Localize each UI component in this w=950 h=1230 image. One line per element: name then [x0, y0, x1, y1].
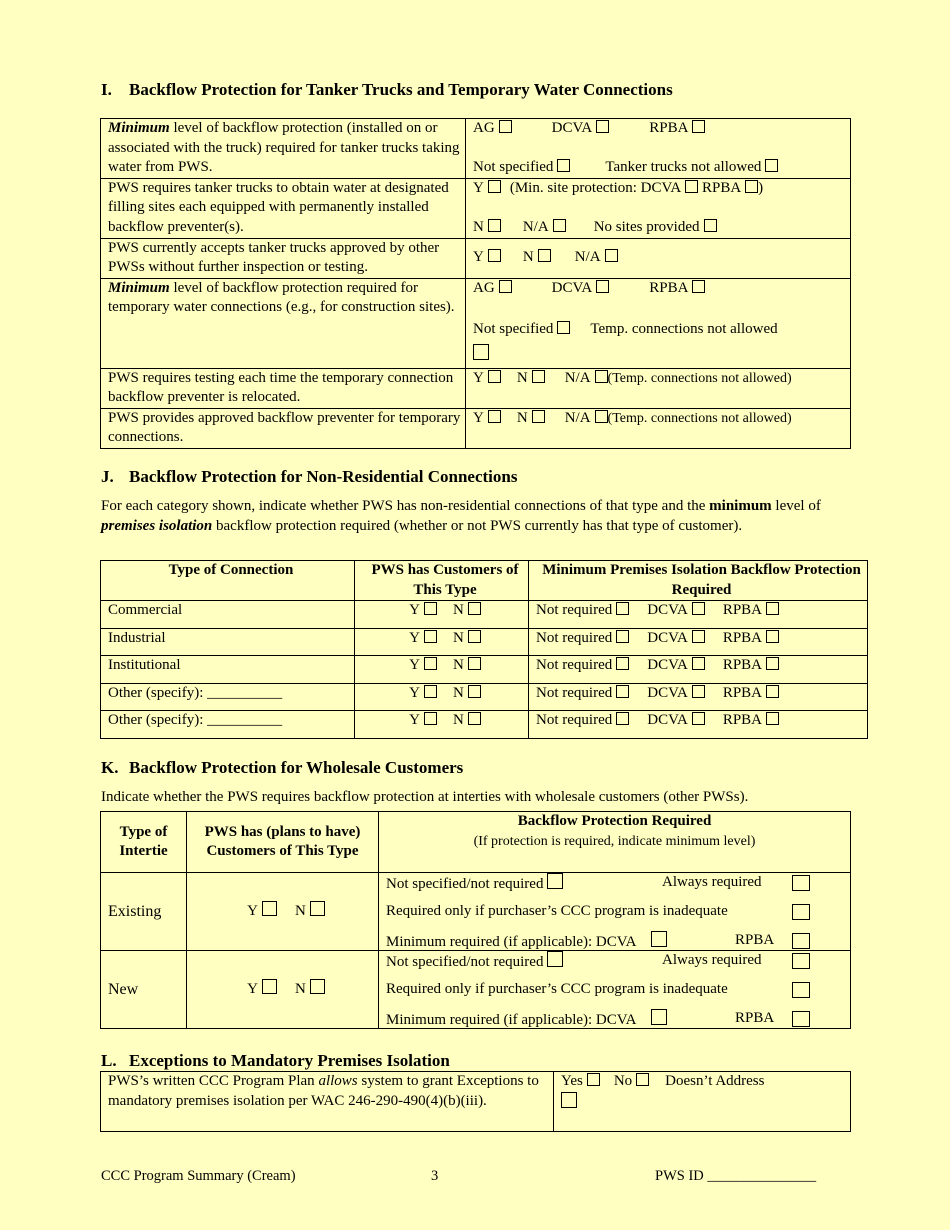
option-label: Not specified/not required	[386, 954, 544, 970]
yes-label: Yes	[561, 1073, 583, 1089]
doesnt-address-label: Doesn’t Address	[665, 1073, 765, 1089]
temp-not-allowed-checkbox[interactable]	[473, 344, 489, 360]
intertie-type: New	[101, 951, 187, 1029]
header-subtitle: (If protection is required, indicate minimum level)	[473, 833, 756, 849]
tanker-not-allowed-checkbox[interactable]	[765, 159, 778, 172]
na-checkbox[interactable]	[595, 370, 608, 383]
yes-checkbox[interactable]	[424, 712, 437, 725]
no-checkbox[interactable]	[636, 1073, 649, 1086]
question-text: level of backflow protection required for temporary water connections (e.g., for construction sites).	[108, 279, 455, 315]
question-cell: PWS requires tanker trucks to obtain water at designated filling sites each equipped with permanently installed backflow preventer(s).	[101, 178, 466, 238]
no-label: No	[613, 1073, 633, 1089]
yes-checkbox[interactable]	[488, 370, 501, 383]
section-title: Backflow Protection for Non-Residential Connections	[129, 467, 518, 486]
header-row	[101, 812, 851, 873]
table-row	[101, 238, 851, 278]
table-row	[101, 601, 868, 629]
no-checkbox[interactable]	[488, 219, 501, 232]
not-required-label: Not required	[536, 712, 613, 729]
answer-cell	[466, 119, 851, 179]
question-cell	[101, 278, 466, 368]
question-cell	[101, 1072, 554, 1132]
connection-type: Other (specify): __________	[101, 711, 355, 739]
table-row	[101, 408, 851, 448]
option-label: Required only if purchaser’s CCC program is inadequate	[386, 903, 728, 919]
tanker-truck-table	[100, 118, 851, 449]
rpba-checkbox[interactable]	[692, 280, 705, 293]
not-required-label: Not required	[536, 657, 613, 674]
connection-type: Other (specify): __________	[101, 683, 355, 711]
not-required-label: Not required	[536, 602, 613, 618]
column-header: Type of Connection	[101, 561, 355, 601]
yes-checkbox[interactable]	[488, 410, 501, 423]
note: (Temp. connections not allowed)	[607, 410, 792, 426]
rpba-checkbox[interactable]	[745, 180, 758, 193]
option-label: Minimum required (if applicable): DCVA	[386, 934, 637, 950]
section-number: L.	[101, 1051, 117, 1070]
no-checkbox[interactable]	[538, 249, 551, 262]
wholesale-body	[100, 872, 851, 1029]
option-label: DCVA	[551, 279, 593, 296]
dcva-checkbox[interactable]	[651, 931, 667, 947]
ag-checkbox[interactable]	[499, 120, 512, 133]
table-row	[101, 873, 851, 951]
section-title: Backflow Protection for Tanker Trucks and Temporary Water Connections	[129, 80, 673, 99]
section-i-heading	[101, 79, 673, 101]
question-text: PWS’s written CCC Program Plan	[108, 1073, 319, 1089]
dcva-checkbox[interactable]	[692, 630, 705, 643]
page-number: 3	[431, 1168, 439, 1184]
connection-type: Commercial	[101, 601, 355, 629]
option-label: Not specified	[473, 321, 554, 337]
rpba-checkbox[interactable]	[766, 712, 779, 725]
rpba-checkbox[interactable]	[792, 1011, 810, 1027]
not-required-checkbox[interactable]	[616, 685, 629, 698]
not-specified-checkbox[interactable]	[547, 873, 563, 889]
connection-type: Institutional	[101, 656, 355, 684]
not-required-checkbox[interactable]	[616, 712, 629, 725]
no-label: N	[453, 602, 464, 618]
yes-label: Y	[409, 684, 420, 701]
no-label: N	[522, 249, 534, 266]
has-customers-cell	[355, 683, 529, 711]
section-number: J.	[101, 467, 114, 486]
not-required-checkbox[interactable]	[616, 602, 629, 615]
section-j-heading	[101, 466, 517, 488]
exceptions-table	[100, 1071, 851, 1132]
emphasis: Minimum	[108, 120, 170, 136]
rpba-checkbox[interactable]	[792, 933, 810, 949]
yes-label: Y	[409, 712, 420, 729]
dcva-label: DCVA	[647, 602, 688, 618]
column-header: Type of Intertie	[101, 812, 187, 873]
intro-text: For each category shown, indicate whether PWS has non-residential connections of that type and the	[101, 498, 710, 514]
dcva-checkbox[interactable]	[596, 280, 609, 293]
na-label: N/A	[564, 369, 591, 386]
table-row	[101, 278, 851, 368]
emphasis: premises isolation	[101, 517, 213, 534]
table-row	[101, 628, 868, 656]
non-residential-body	[100, 600, 868, 739]
yes-label: Y	[473, 409, 484, 426]
no-checkbox[interactable]	[468, 602, 481, 615]
protection-cell	[379, 951, 851, 1029]
header-title: Backflow Protection Required	[517, 813, 712, 829]
answer-cell	[466, 408, 851, 448]
yes-label: Y	[247, 981, 258, 998]
has-customers-cell	[355, 711, 529, 739]
yes-label: Y	[409, 629, 420, 646]
table-row	[101, 656, 868, 684]
connection-type: Industrial	[101, 628, 355, 656]
has-customers-cell	[355, 628, 529, 656]
no-checkbox[interactable]	[310, 979, 325, 994]
rpba-checkbox[interactable]	[766, 685, 779, 698]
answer-cell	[554, 1072, 851, 1132]
has-customers-cell	[355, 601, 529, 629]
intertie-type: Existing	[101, 873, 187, 951]
option-label: RPBA	[649, 279, 689, 296]
protection-cell	[529, 683, 868, 711]
rpba-checkbox[interactable]	[766, 602, 779, 615]
no-checkbox[interactable]	[532, 410, 545, 423]
option-label: Always required	[662, 874, 762, 890]
option-label: Minimum required (if applicable): DCVA	[386, 1012, 637, 1028]
yes-label: Y	[247, 903, 258, 920]
na-checkbox[interactable]	[605, 249, 618, 262]
yes-label: Y	[473, 179, 484, 196]
option-label: RPBA	[735, 1010, 775, 1026]
option-label: Always required	[662, 952, 762, 968]
rpba-label: RPBA	[722, 684, 762, 701]
non-residential-rows	[100, 600, 867, 739]
section-number: I.	[101, 80, 112, 99]
dcva-label: DCVA	[647, 657, 688, 674]
always-required-checkbox[interactable]	[792, 875, 810, 891]
question-cell	[101, 119, 466, 179]
dcva-checkbox[interactable]	[596, 120, 609, 133]
not-specified-checkbox[interactable]	[557, 159, 570, 172]
protection-cell	[529, 601, 868, 629]
header-row	[101, 561, 868, 601]
table-row	[101, 368, 851, 408]
no-label: N	[473, 219, 484, 235]
dcva-checkbox[interactable]	[692, 712, 705, 725]
dcva-checkbox[interactable]	[685, 180, 698, 193]
dcva-label: DCVA	[647, 629, 688, 646]
dcva-label: DCVA	[647, 712, 688, 729]
table-row	[101, 711, 868, 739]
option-label: Required only if purchaser’s CCC program is inadequate	[386, 981, 728, 997]
yes-label: Y	[409, 657, 420, 674]
answer-cell	[466, 238, 851, 278]
protection-cell	[529, 656, 868, 684]
option-label: Tanker trucks not allowed	[605, 158, 762, 175]
no-checkbox[interactable]	[468, 685, 481, 698]
table-row	[101, 178, 851, 238]
column-header: Minimum Premises Isolation Backflow Protection Required	[529, 561, 868, 601]
yes-checkbox[interactable]	[424, 685, 437, 698]
table-row	[101, 951, 851, 1029]
yes-checkbox[interactable]	[262, 979, 277, 994]
section-k-intro: Indicate whether the PWS requires backflow protection at interties with wholesale customers (other PWSs).	[101, 789, 749, 805]
wholesale-rows	[100, 872, 850, 1029]
yes-checkbox[interactable]	[587, 1073, 600, 1086]
no-label: N	[453, 712, 464, 729]
yes-checkbox[interactable]	[488, 180, 501, 193]
emphasis: Minimum	[108, 279, 170, 296]
option-label: DCVA	[551, 120, 593, 136]
emphasis: minimum	[709, 498, 772, 514]
table-row	[101, 683, 868, 711]
no-checkbox[interactable]	[532, 370, 545, 383]
no-label: N	[453, 629, 464, 646]
not-required-label: Not required	[536, 629, 613, 646]
intro-text: level of	[771, 498, 821, 514]
no-label: N	[516, 369, 528, 386]
na-label: N/A	[574, 249, 601, 266]
yes-checkbox[interactable]	[424, 602, 437, 615]
dcva-label: DCVA	[647, 684, 688, 701]
section-l-heading	[101, 1050, 450, 1072]
note: (Temp. connections not allowed)	[607, 370, 792, 386]
no-label: N	[295, 981, 306, 998]
wholesale-table	[100, 811, 851, 873]
no-label: N	[453, 684, 464, 701]
yes-label: Y	[409, 602, 420, 618]
option-label: AG	[473, 279, 495, 296]
not-specified-checkbox[interactable]	[547, 951, 563, 967]
answer-cell	[466, 278, 851, 368]
dcva-checkbox[interactable]	[692, 602, 705, 615]
rpba-checkbox[interactable]	[692, 120, 705, 133]
yes-checkbox[interactable]	[424, 630, 437, 643]
column-header: PWS has Customers of This Type	[355, 561, 529, 601]
yes-label: Y	[473, 369, 484, 386]
paren: )	[758, 179, 764, 196]
protection-cell	[529, 711, 868, 739]
answer-cell	[466, 368, 851, 408]
option-label: No sites provided	[593, 219, 700, 235]
no-checkbox[interactable]	[310, 901, 325, 916]
rpba-label: RPBA	[722, 629, 762, 646]
intro-text: backflow protection required (whether or not PWS currently has that type of customer).	[212, 517, 743, 534]
no-checkbox[interactable]	[468, 630, 481, 643]
question-cell: PWS requires testing each time the temporary connection backflow preventer is relocated.	[101, 368, 466, 408]
no-checkbox[interactable]	[468, 657, 481, 670]
option-label: Temp. connections not allowed	[590, 321, 778, 337]
not-required-label: Not required	[536, 684, 613, 701]
na-label: N/A	[564, 409, 591, 426]
section-title: Exceptions to Mandatory Premises Isolation	[129, 1051, 450, 1070]
protection-cell	[379, 873, 851, 951]
na-label: N/A	[522, 219, 549, 235]
yes-checkbox[interactable]	[488, 249, 501, 262]
inadequate-program-checkbox[interactable]	[792, 982, 810, 998]
yes-label: Y	[473, 249, 484, 266]
no-checkbox[interactable]	[468, 712, 481, 725]
no-sites-checkbox[interactable]	[704, 219, 717, 232]
ag-checkbox[interactable]	[499, 280, 512, 293]
doesnt-address-checkbox[interactable]	[561, 1092, 577, 1108]
question-text: level of backflow protection (installed on or associated with the truck) required for tanker trucks taking water from PWS.	[108, 120, 460, 175]
question-text: system to grant Exceptions to mandatory premises isolation per WAC 246-290-490(4)(b)(iii).	[108, 1073, 539, 1109]
has-customers-cell	[355, 656, 529, 684]
non-residential-table	[100, 560, 868, 601]
option-label: Not specified	[473, 158, 554, 175]
column-header	[379, 812, 851, 873]
rpba-checkbox[interactable]	[766, 630, 779, 643]
dcva-checkbox[interactable]	[692, 685, 705, 698]
question-cell: PWS currently accepts tanker trucks approved by other PWSs without further inspection or testing.	[101, 238, 466, 278]
not-required-checkbox[interactable]	[616, 657, 629, 670]
footer-title: CCC Program Summary (Cream)	[101, 1168, 296, 1184]
na-checkbox[interactable]	[595, 410, 608, 423]
question-cell: PWS provides approved backflow preventer for temporary connections.	[101, 408, 466, 448]
dcva-checkbox[interactable]	[651, 1009, 667, 1025]
option-label: Not specified/not required	[386, 876, 544, 892]
rpba-label: RPBA	[722, 657, 762, 674]
column-header: PWS has (plans to have) Customers of This Type	[187, 812, 379, 873]
always-required-checkbox[interactable]	[792, 953, 810, 969]
rpba-label: RPBA	[722, 602, 762, 618]
pws-id-field: PWS ID _______________	[655, 1168, 817, 1184]
option-label: AG	[473, 120, 495, 136]
no-label: N	[516, 409, 528, 426]
no-label: N	[453, 657, 464, 674]
answer-cell	[466, 178, 851, 238]
not-specified-checkbox[interactable]	[557, 321, 570, 334]
emphasis: allows	[318, 1073, 358, 1089]
rpba-checkbox[interactable]	[766, 657, 779, 670]
no-label: N	[295, 903, 306, 920]
table-row	[101, 119, 851, 179]
not-required-checkbox[interactable]	[616, 630, 629, 643]
has-customers-cell	[187, 873, 379, 951]
dcva-checkbox[interactable]	[692, 657, 705, 670]
table-row	[101, 1072, 851, 1132]
section-number: K.	[101, 758, 119, 777]
yes-checkbox[interactable]	[424, 657, 437, 670]
section-title: Backflow Protection for Wholesale Customers	[129, 758, 464, 777]
option-label: RPBA	[649, 120, 689, 136]
option-label: RPBA	[701, 179, 742, 196]
section-k-heading	[101, 757, 463, 779]
na-checkbox[interactable]	[553, 219, 566, 232]
yes-checkbox[interactable]	[262, 901, 277, 916]
has-customers-cell	[187, 951, 379, 1029]
protection-cell	[529, 628, 868, 656]
section-j-intro	[101, 497, 851, 536]
inadequate-program-checkbox[interactable]	[792, 904, 810, 920]
option-label: RPBA	[735, 932, 775, 948]
rpba-label: RPBA	[722, 712, 762, 729]
option-label: (Min. site protection: DCVA	[509, 179, 682, 196]
